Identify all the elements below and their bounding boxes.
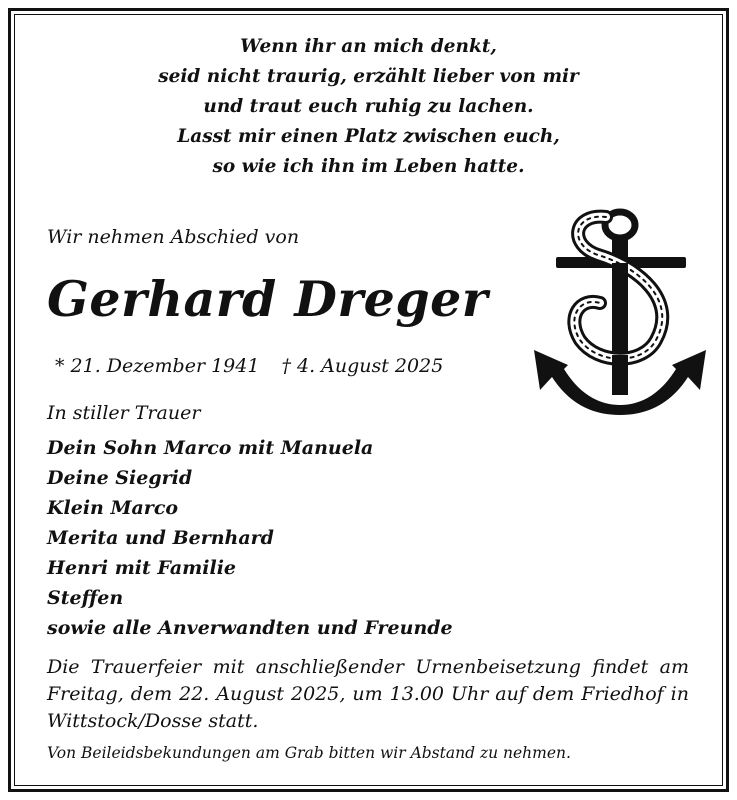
poem-line: seid nicht traurig, erzählt lieber von mir: [158, 66, 579, 87]
anchor-with-rope-icon: [528, 205, 713, 420]
mourner: Merita und Bernhard: [47, 527, 274, 549]
mourner: sowie alle Anverwandten und Freunde: [47, 617, 453, 639]
poem-line: so wie ich ihn im Leben hatte.: [212, 156, 525, 177]
mourner: Steffen: [47, 587, 124, 609]
mourner: Henri mit Familie: [47, 557, 237, 579]
poem-line: Lasst mir einen Platz zwischen euch,: [177, 126, 560, 147]
mourner: Dein Sohn Marco mit Manuela: [47, 437, 374, 459]
closing-note: Von Beileidsbekundungen am Grab bitten wir Abstand zu nehmen.: [47, 744, 571, 762]
poem: [0, 32, 737, 182]
farewell-intro: Wir nehmen Abschied von: [47, 226, 300, 248]
birth-date: * 21. Dezember 1941: [55, 355, 260, 377]
mourner: Deine Siegrid: [47, 467, 193, 489]
mourner: Klein Marco: [47, 497, 179, 519]
death-date: † 4. August 2025: [281, 355, 444, 377]
poem-line: Wenn ihr an mich denkt,: [240, 36, 497, 57]
mourners-list: [47, 433, 453, 643]
mourning-label: In stiller Trauer: [47, 402, 201, 424]
life-dates: [55, 355, 443, 377]
poem-line: und traut euch ruhig zu lachen.: [203, 96, 534, 117]
deceased-name: Gerhard Dreger: [47, 270, 489, 328]
funeral-notice: Die Trauerfeier mit anschließender Urnenbeisetzung findet am Freitag, dem 22. August 2025, um 13.00 Uhr auf dem Friedhof in Wittstock/Dosse statt.: [47, 656, 689, 732]
